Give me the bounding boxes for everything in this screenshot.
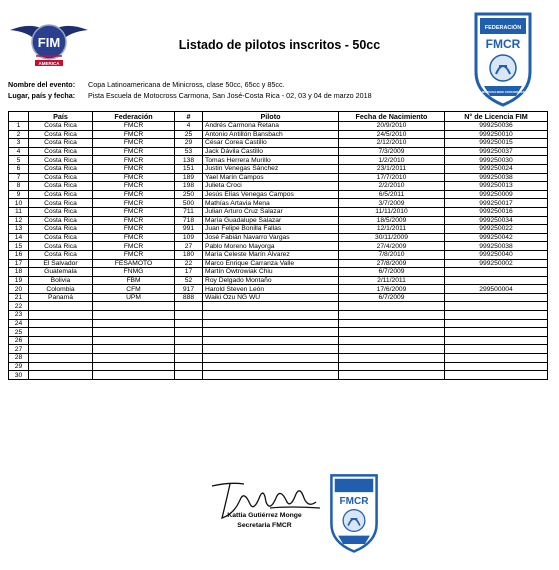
row-rider: Marco Enrique Carranza Valle — [203, 259, 339, 268]
row-index: 7 — [9, 173, 29, 182]
table-row — [9, 216, 548, 225]
row-number: 52 — [175, 276, 203, 285]
row-federation — [93, 354, 175, 363]
row-license: 999250038 — [445, 173, 548, 182]
row-rider: Antonio Antillón Bansbach — [203, 130, 339, 139]
row-birthdate — [339, 362, 445, 371]
header-license: N° de Licencia FIM — [445, 112, 548, 122]
row-federation: FMCR — [93, 199, 175, 208]
row-license: 999250013 — [445, 182, 548, 191]
row-birthdate: 2/2/2010 — [339, 182, 445, 191]
row-birthdate: 18/5/2009 — [339, 216, 445, 225]
row-number: 888 — [175, 293, 203, 302]
row-index: 5 — [9, 156, 29, 165]
row-index: 9 — [9, 190, 29, 199]
table-row — [9, 302, 548, 311]
signer-name: Kattia Gutiérrez Monge — [227, 512, 302, 519]
row-number: 917 — [175, 285, 203, 294]
row-rider: Mathías Artavia Mena — [203, 199, 339, 208]
row-rider: Julieta Croci — [203, 182, 339, 191]
row-birthdate: 7/3/2009 — [339, 147, 445, 156]
row-license — [445, 319, 548, 328]
row-number: 250 — [175, 190, 203, 199]
row-country: Costa Rica — [29, 225, 93, 234]
row-rider: María Celeste Marín Álvarez — [203, 250, 339, 259]
row-rider: Waiki Ozu NG WU — [203, 293, 339, 302]
table-row — [9, 173, 548, 182]
row-country: Costa Rica — [29, 164, 93, 173]
row-rider: César Corea Castillo — [203, 139, 339, 148]
row-rider — [203, 371, 339, 380]
header-number: # — [175, 112, 203, 122]
row-country — [29, 319, 93, 328]
row-federation: FMCR — [93, 233, 175, 242]
row-federation: FMCR — [93, 216, 175, 225]
row-country: Costa Rica — [29, 122, 93, 131]
row-index: 3 — [9, 139, 29, 148]
row-number: 500 — [175, 199, 203, 208]
table-row — [9, 156, 548, 165]
header-birthdate: Fecha de Nacimiento — [339, 112, 445, 122]
table-row — [9, 207, 548, 216]
table-row — [9, 139, 548, 148]
row-federation: UPM — [93, 293, 175, 302]
row-birthdate: 7/8/2010 — [339, 250, 445, 259]
row-number: 22 — [175, 259, 203, 268]
page-title: Listado de pilotos inscritos - 50cc — [178, 38, 381, 52]
row-country: Colombia — [29, 285, 93, 294]
row-license: 999250009 — [445, 190, 548, 199]
row-number: 180 — [175, 250, 203, 259]
row-license: 999250022 — [445, 225, 548, 234]
row-number — [175, 354, 203, 363]
row-license: 999250015 — [445, 139, 548, 148]
row-index: 27 — [9, 345, 29, 354]
row-birthdate: 2/12/2010 — [339, 139, 445, 148]
row-license — [445, 276, 548, 285]
row-rider — [203, 354, 339, 363]
row-number — [175, 319, 203, 328]
table-row — [9, 311, 548, 320]
row-license: 999250024 — [445, 164, 548, 173]
table-row — [9, 147, 548, 156]
table-row — [9, 259, 548, 268]
row-index: 17 — [9, 259, 29, 268]
row-country — [29, 354, 93, 363]
row-index: 20 — [9, 285, 29, 294]
row-federation — [93, 345, 175, 354]
row-country: Costa Rica — [29, 242, 93, 251]
table-row — [9, 122, 548, 131]
row-index: 2 — [9, 130, 29, 139]
table-row — [9, 242, 548, 251]
row-license: 999250017 — [445, 199, 548, 208]
row-number: 138 — [175, 156, 203, 165]
row-license: 999250037 — [445, 147, 548, 156]
row-index: 16 — [9, 250, 29, 259]
row-license: 299500004 — [445, 285, 548, 294]
table-row — [9, 164, 548, 173]
row-rider: Martín Owtrowiak Chiu — [203, 268, 339, 277]
row-birthdate — [339, 311, 445, 320]
row-birthdate — [339, 345, 445, 354]
row-birthdate — [339, 354, 445, 363]
row-country — [29, 362, 93, 371]
row-country: Costa Rica — [29, 173, 93, 182]
row-index: 18 — [9, 268, 29, 277]
row-number: 718 — [175, 216, 203, 225]
row-number: 4 — [175, 122, 203, 131]
row-index: 14 — [9, 233, 29, 242]
event-name — [8, 80, 285, 89]
row-rider: Justin Venegas Sánchez — [203, 164, 339, 173]
row-license: 999250036 — [445, 122, 548, 131]
table-row — [9, 190, 548, 199]
header-rider: Piloto — [203, 112, 339, 122]
row-number: 198 — [175, 182, 203, 191]
row-birthdate — [339, 328, 445, 337]
row-federation — [93, 319, 175, 328]
row-index: 8 — [9, 182, 29, 191]
row-birthdate: 27/8/2009 — [339, 259, 445, 268]
row-number — [175, 328, 203, 337]
table-row — [9, 354, 548, 363]
row-country: Costa Rica — [29, 250, 93, 259]
event-name-value: Copa Latinoamericana de Minicross, clase 50cc, 65cc y 85cc. — [88, 80, 285, 89]
row-index: 10 — [9, 199, 29, 208]
row-number — [175, 345, 203, 354]
row-country: Bolivia — [29, 276, 93, 285]
row-number: 991 — [175, 225, 203, 234]
row-index: 4 — [9, 147, 29, 156]
row-number — [175, 302, 203, 311]
table-row — [9, 371, 548, 380]
fmcr-stamp-logo — [326, 472, 382, 554]
fmcr-logo-top-text: FEDERACIÓN — [484, 25, 522, 31]
row-birthdate — [339, 319, 445, 328]
row-license: 999250030 — [445, 156, 548, 165]
row-federation — [93, 371, 175, 380]
row-federation: FNMG — [93, 268, 175, 277]
row-federation — [93, 362, 175, 371]
table-row — [9, 276, 548, 285]
row-country — [29, 328, 93, 337]
table-row — [9, 182, 548, 191]
table-row — [9, 225, 548, 234]
row-federation: FMCR — [93, 122, 175, 131]
row-rider — [203, 311, 339, 320]
row-index: 19 — [9, 276, 29, 285]
row-birthdate: 6/7/2009 — [339, 293, 445, 302]
row-index: 22 — [9, 302, 29, 311]
row-country: Costa Rica — [29, 147, 93, 156]
row-license — [445, 345, 548, 354]
row-federation: FMCR — [93, 225, 175, 234]
row-country — [29, 336, 93, 345]
row-country: Costa Rica — [29, 199, 93, 208]
row-index: 23 — [9, 311, 29, 320]
table-row — [9, 268, 548, 277]
row-number: 151 — [175, 164, 203, 173]
row-number: 189 — [175, 173, 203, 182]
table-row — [9, 233, 548, 242]
row-license: 999250038 — [445, 242, 548, 251]
row-country: Costa Rica — [29, 156, 93, 165]
row-license — [445, 268, 548, 277]
table-row — [9, 336, 548, 345]
row-birthdate: 2/11/2011 — [339, 276, 445, 285]
row-federation: FMCR — [93, 182, 175, 191]
row-index: 25 — [9, 328, 29, 337]
row-federation: FMCR — [93, 242, 175, 251]
table-body — [9, 122, 548, 380]
row-rider: Roy Delgado Montaño — [203, 276, 339, 285]
row-index: 24 — [9, 319, 29, 328]
row-birthdate — [339, 302, 445, 311]
fim-logo-subtext: AMERICA — [38, 61, 60, 66]
row-number: 25 — [175, 130, 203, 139]
row-federation: CFM — [93, 285, 175, 294]
row-rider — [203, 336, 339, 345]
row-country — [29, 371, 93, 380]
fmcr-logo-text: FMCR — [485, 37, 521, 51]
row-rider: Andrés Carmona Retana — [203, 122, 339, 131]
row-number: 29 — [175, 139, 203, 148]
table-row — [9, 250, 548, 259]
table-header-row — [9, 112, 548, 122]
fmcr-logo-bottom-text: DE MOTOCICLISMO COSTARRICENSE — [477, 90, 529, 94]
row-birthdate — [339, 371, 445, 380]
row-number: 711 — [175, 207, 203, 216]
row-rider: María Guadalupe Salazar — [203, 216, 339, 225]
row-country — [29, 302, 93, 311]
row-license — [445, 336, 548, 345]
row-birthdate: 30/11/2009 — [339, 233, 445, 242]
row-birthdate: 27/4/2009 — [339, 242, 445, 251]
row-federation: FMCR — [93, 164, 175, 173]
row-birthdate: 11/11/2010 — [339, 207, 445, 216]
row-rider — [203, 362, 339, 371]
row-birthdate: 24/5/2010 — [339, 130, 445, 139]
table-row — [9, 345, 548, 354]
row-number — [175, 336, 203, 345]
row-license — [445, 302, 548, 311]
row-federation — [93, 336, 175, 345]
row-country: Costa Rica — [29, 182, 93, 191]
table-row — [9, 199, 548, 208]
table-row — [9, 319, 548, 328]
row-rider: Harold Steven León — [203, 285, 339, 294]
row-federation: FESAMOTO — [93, 259, 175, 268]
row-rider: José Fabián Navarro Vargas — [203, 233, 339, 242]
row-index: 11 — [9, 207, 29, 216]
row-birthdate: 6/7/2009 — [339, 268, 445, 277]
event-place-value: Pista Escuela de Motocross Carmona, San José-Costa Rica - 02, 03 y 04 de marzo 2018 — [88, 91, 372, 100]
header-index — [9, 112, 29, 122]
row-index: 1 — [9, 122, 29, 131]
row-birthdate: 3/7/2009 — [339, 199, 445, 208]
row-birthdate: 6/5/2011 — [339, 190, 445, 199]
riders-table — [8, 111, 548, 380]
row-birthdate: 17/6/2009 — [339, 285, 445, 294]
row-number: 53 — [175, 147, 203, 156]
row-rider: Tomas Herrera Murillo — [203, 156, 339, 165]
row-country: Costa Rica — [29, 139, 93, 148]
row-index: 13 — [9, 225, 29, 234]
row-license: 999250010 — [445, 130, 548, 139]
row-country: El Salvador — [29, 259, 93, 268]
row-number — [175, 362, 203, 371]
row-birthdate: 23/1/2011 — [339, 164, 445, 173]
row-index: 30 — [9, 371, 29, 380]
row-federation: FMCR — [93, 190, 175, 199]
row-rider — [203, 328, 339, 337]
table-row — [9, 328, 548, 337]
table-row — [9, 362, 548, 371]
row-index: 12 — [9, 216, 29, 225]
row-birthdate: 17/7/2010 — [339, 173, 445, 182]
row-country — [29, 345, 93, 354]
row-federation: FMCR — [93, 147, 175, 156]
row-country: Costa Rica — [29, 130, 93, 139]
table-row — [9, 130, 548, 139]
row-federation: FMCR — [93, 207, 175, 216]
row-federation: FMCR — [93, 156, 175, 165]
table-row — [9, 293, 548, 302]
fmcr-logo — [470, 10, 536, 108]
row-federation: FMCR — [93, 130, 175, 139]
row-rider: Julian Arturo Cruz Salazar — [203, 207, 339, 216]
row-federation — [93, 311, 175, 320]
row-index: 26 — [9, 336, 29, 345]
row-rider — [203, 319, 339, 328]
event-place — [8, 91, 372, 100]
event-name-label: Nombre del evento: — [8, 80, 76, 89]
row-license — [445, 311, 548, 320]
row-license — [445, 371, 548, 380]
fim-logo-text: FIM — [37, 35, 61, 50]
row-license — [445, 354, 548, 363]
row-rider — [203, 345, 339, 354]
row-rider: Juan Felipe Bonilla Fallas — [203, 225, 339, 234]
row-birthdate: 12/1/2011 — [339, 225, 445, 234]
row-country: Costa Rica — [29, 190, 93, 199]
row-license — [445, 362, 548, 371]
row-index: 29 — [9, 362, 29, 371]
row-country: Costa Rica — [29, 233, 93, 242]
row-country: Costa Rica — [29, 216, 93, 225]
row-country: Costa Rica — [29, 207, 93, 216]
event-place-label: Lugar, país y fecha: — [8, 91, 76, 100]
header-country: País — [29, 112, 93, 122]
row-rider: Yael Marín Campos — [203, 173, 339, 182]
row-number: 27 — [175, 242, 203, 251]
row-index: 15 — [9, 242, 29, 251]
row-federation: FMCR — [93, 250, 175, 259]
row-index: 28 — [9, 354, 29, 363]
row-license: 999250042 — [445, 233, 548, 242]
row-rider: Jesús Elías Venegas Campos — [203, 190, 339, 199]
row-number — [175, 371, 203, 380]
signer-role: Secretaria FMCR — [237, 522, 292, 529]
row-license: 999250002 — [445, 259, 548, 268]
row-license: 999250016 — [445, 207, 548, 216]
row-country: Guatemala — [29, 268, 93, 277]
row-license — [445, 293, 548, 302]
row-license: 999250040 — [445, 250, 548, 259]
row-country: Panamá — [29, 293, 93, 302]
row-index: 21 — [9, 293, 29, 302]
row-rider — [203, 302, 339, 311]
table-row — [9, 285, 548, 294]
row-birthdate: 20/9/2010 — [339, 122, 445, 131]
stamp-logo-text: FMCR — [339, 495, 369, 507]
header-federation: Federación — [93, 112, 175, 122]
row-federation — [93, 302, 175, 311]
row-number — [175, 311, 203, 320]
row-federation: FMCR — [93, 139, 175, 148]
row-number: 109 — [175, 233, 203, 242]
row-birthdate: 1/2/2010 — [339, 156, 445, 165]
row-rider: Jack Dávila Castillo — [203, 147, 339, 156]
row-license: 999250034 — [445, 216, 548, 225]
row-federation: FMCR — [93, 173, 175, 182]
row-number: 17 — [175, 268, 203, 277]
row-federation — [93, 328, 175, 337]
row-license — [445, 328, 548, 337]
row-birthdate — [339, 336, 445, 345]
row-index: 6 — [9, 164, 29, 173]
row-country — [29, 311, 93, 320]
row-federation: FBM — [93, 276, 175, 285]
row-rider: Pablo Moreno Mayorga — [203, 242, 339, 251]
